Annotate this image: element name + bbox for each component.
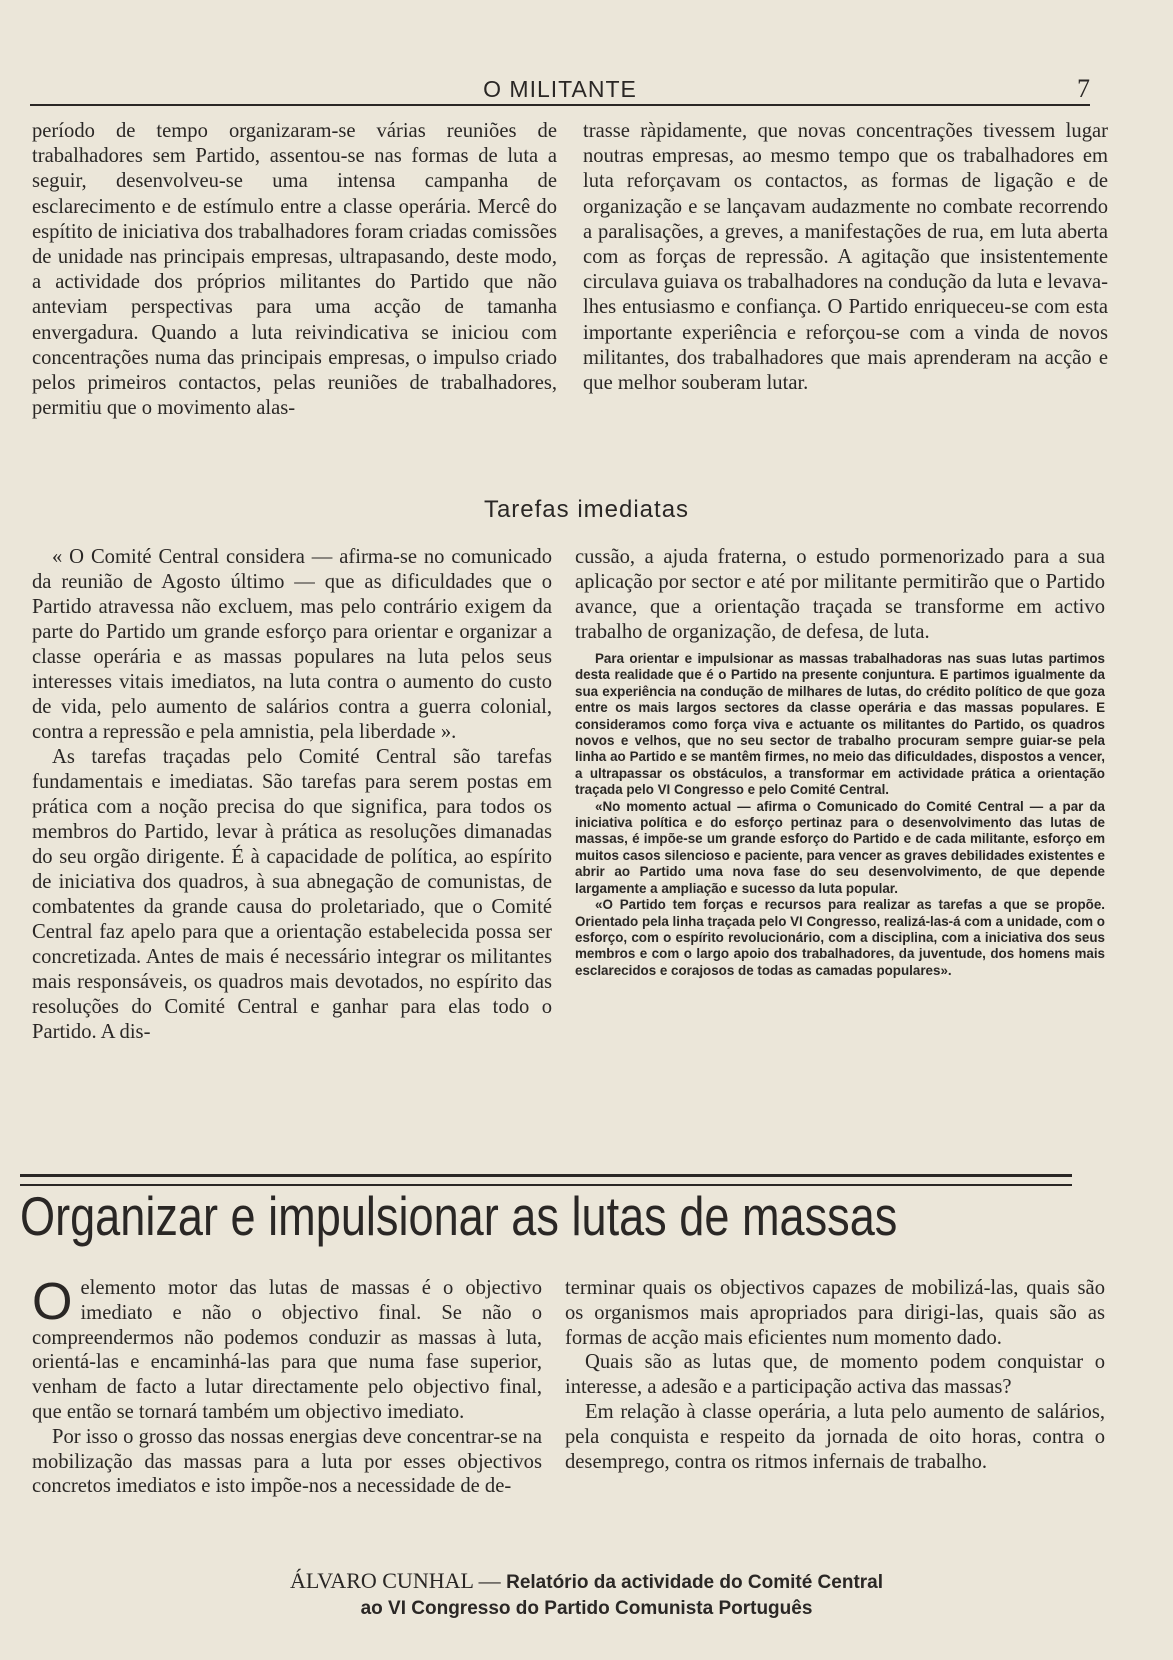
page-number: 7 bbox=[1077, 74, 1090, 103]
paragraph: Por isso o grosso das nossas energias deve concentrar-se na mobilização das massas para a luta por esses objectivos concretos imediatos e isto impõe-nos a necessidade de de- bbox=[32, 1425, 542, 1498]
drop-cap: O bbox=[32, 1273, 73, 1331]
publication-title: O MILITANTE bbox=[483, 76, 637, 102]
top-left-column bbox=[32, 119, 557, 421]
top-right-column bbox=[583, 119, 1108, 396]
paragraph: «No momento actual — afirma o Comunicado do Comité Central — a par da iniciativa política e do esforço pertinaz para o desenvolvimento das lutas de massas, é impõe-se um grande esforço do Partido e de cada militante, esforço em muitos casos silencioso e paciente, para vencer as graves debilidades existentes e abrir ao Partido uma nova fase do seu desenvolvimento, de que depende largamente a ampliação e sucesso da luta popular. bbox=[575, 798, 1105, 896]
paragraph: « O Comité Central considera — afirma-se no comunicado da reunião de Agosto último — que as dificuldades que o Partido atravessa não excluem, mas pelo contrário exigem da parte do Partido um grande esforço para orientar e organizar a classe operária e as massas populares na luta pelos seus interesses vitais imediatos, na luta contra o aumento do custo de vida, pelo aumento de salários contra a guerra colonial, contra a repressão e pela amnistia, pela liberdade ». bbox=[32, 546, 552, 743]
section-heading-organizar: Organizar e impulsionar as lutas de massas bbox=[20, 1185, 898, 1247]
section-heading-tarefas: Tarefas imediatas bbox=[483, 496, 690, 523]
paragraph: trasse ràpidamente, que novas concentrações tivessem lugar noutras empresas, ao mesmo tempo que os trabalhadores em luta reforçavam os contactos, as formas de ligação e de organização e se lançavam audazmente no combate recorrendo a paralisações, a greves, a manifestações de rua, em luta aberta com as forças de repressão. A agitação que insistentemente circulava guiava os trabalhadores na condução da luta e levava-lhes entusiasmo e confiança. O Partido enriqueceu-se com esta importante experiência e reforçou-se com a vinda de novos militantes, dos trabalhadores que mais aprenderam na acção e que melhor souberam lutar. bbox=[583, 120, 1108, 395]
report-title: Relatório da actividade do Comité Central bbox=[506, 1572, 884, 1593]
source-citation bbox=[0, 1568, 1173, 1594]
author-name: ÁLVARO CUNHAL — bbox=[289, 1568, 501, 1593]
paragraph: Em relação à classe operária, a luta pelo aumento de salários, pela conquista e respeito da jornada de oito horas, contra o desemprego, contra os ritmos infernais de trabalho. bbox=[565, 1400, 1105, 1473]
paragraph: período de tempo organizaram-se várias reuniões de trabalhadores sem Partido, assentou-se nas formas de luta a seguir, desenvolveu-se uma intensa campanha de esclarecimento e de estímulo entre a classe operária. Mercê do espítito de iniciativa dos trabalhadores foram criadas comissões de unidade nas principais empresas, ultrapasando, deste modo, a actividade dos próprios militantes do Partido que não anteviam perspectivas para uma acção de tamanha envergadura. Quando a luta reivindicativa se iniciou com concentrações numa das principais empresas, o impulso criado pelos primeiros contactos, pelas reuniões de trabalhadores, permitiu que o movimento alas- bbox=[32, 120, 557, 420]
paragraph: Quais são as lutas que, de momento podem conquistar o interesse, a adesão e a participação activa das massas? bbox=[565, 1351, 1105, 1399]
paragraph: «O Partido tem forças e recursos para realizar as tarefas a que se propõe. Orientado pela linha traçada pelo VI Congresso, realizá-las-á com a unidade, com o esforço, com o espírito revolucionário, com a disciplina, com a iniciativa dos seus membros e com o largo apoio dos trabalhadores, da juventude, dos homens mais esclarecidos e corajosos de todas as camadas populares». bbox=[575, 897, 1105, 978]
tarefas-right-column bbox=[575, 545, 1105, 979]
source-citation-line2: ao VI Congresso do Partido Comunista Português bbox=[360, 1598, 813, 1619]
paragraph: cussão, a ajuda fraterna, o estudo pormenorizado para a sua aplicação por sector e até por militante permitirão que o Partido avance, que a orientação traçada se transforme em activo trabalho de organização, de defesa, de luta. bbox=[575, 546, 1105, 643]
paragraph: Para orientar e impulsionar as massas trabalhadoras nas suas lutas partimos desta realidade que é o Partido na presente conjuntura. E partimos igualmente da sua experiência na condução de milhares de lutas, do crédito político de que goza entre os mais largos sectores da classe operária e das massas populares. E consideramos como força viva e actuante os militantes do Partido, os quadros novos e velhos, que no seu sector de trabalho procuram sempre guiar-se pela linha ao Partido e se mantêm firmes, no meio das dificuldades, dispostos a vencer, a ultrapassar os obstáculos, a transformar em actividade prática a orientação traçada pelo VI Congresso e pelo Comité Central. bbox=[575, 651, 1105, 798]
organizar-left-column bbox=[32, 1273, 542, 1499]
paragraph: As tarefas traçadas pelo Comité Central são tarefas fundamentais e imediatas. São tarefas para serem postas em prática com a noção precisa do que significa, para todos os membros do Partido, levar à prática as resoluções dimanadas do seu orgão dirigente. É à capacidade de política, ao espírito de iniciativa dos quadros, à sua abnegação de comunistas, de combatentes da grande causa do proletariado, que o Comité Central faz apelo para que a orientação estabelecida possa ser concretizada. Antes de mais é necessário integrar os militantes mais responsáveis, os quadros mais devotados, no espírito das resoluções do Comité Central e ganhar para elas todo o Partido. A dis- bbox=[32, 746, 552, 1043]
quoted-small-text bbox=[575, 651, 1105, 979]
right-text-block bbox=[575, 545, 1105, 645]
page-header bbox=[30, 72, 1090, 106]
header-rule bbox=[30, 104, 1090, 106]
organizar-right-column bbox=[565, 1276, 1105, 1474]
paragraph: elemento motor das lutas de massas é o objectivo imediato e não o objectivo final. Se não o compreendermos não podemos conduzir as massas à luta, orientá-las e encaminhá-las para que numa fase superior, venham de facto a lutar directamente pelo objectivo final, que então se tornará também um objectivo imediato. bbox=[32, 1277, 542, 1423]
paragraph: terminar quais os objectivos capazes de mobilizá-las, quais são os organismos mais apropriados para dirigi-las, quais são as formas de acção mais eficientes num momento dado. bbox=[565, 1277, 1105, 1349]
tarefas-left-column bbox=[32, 545, 552, 1045]
